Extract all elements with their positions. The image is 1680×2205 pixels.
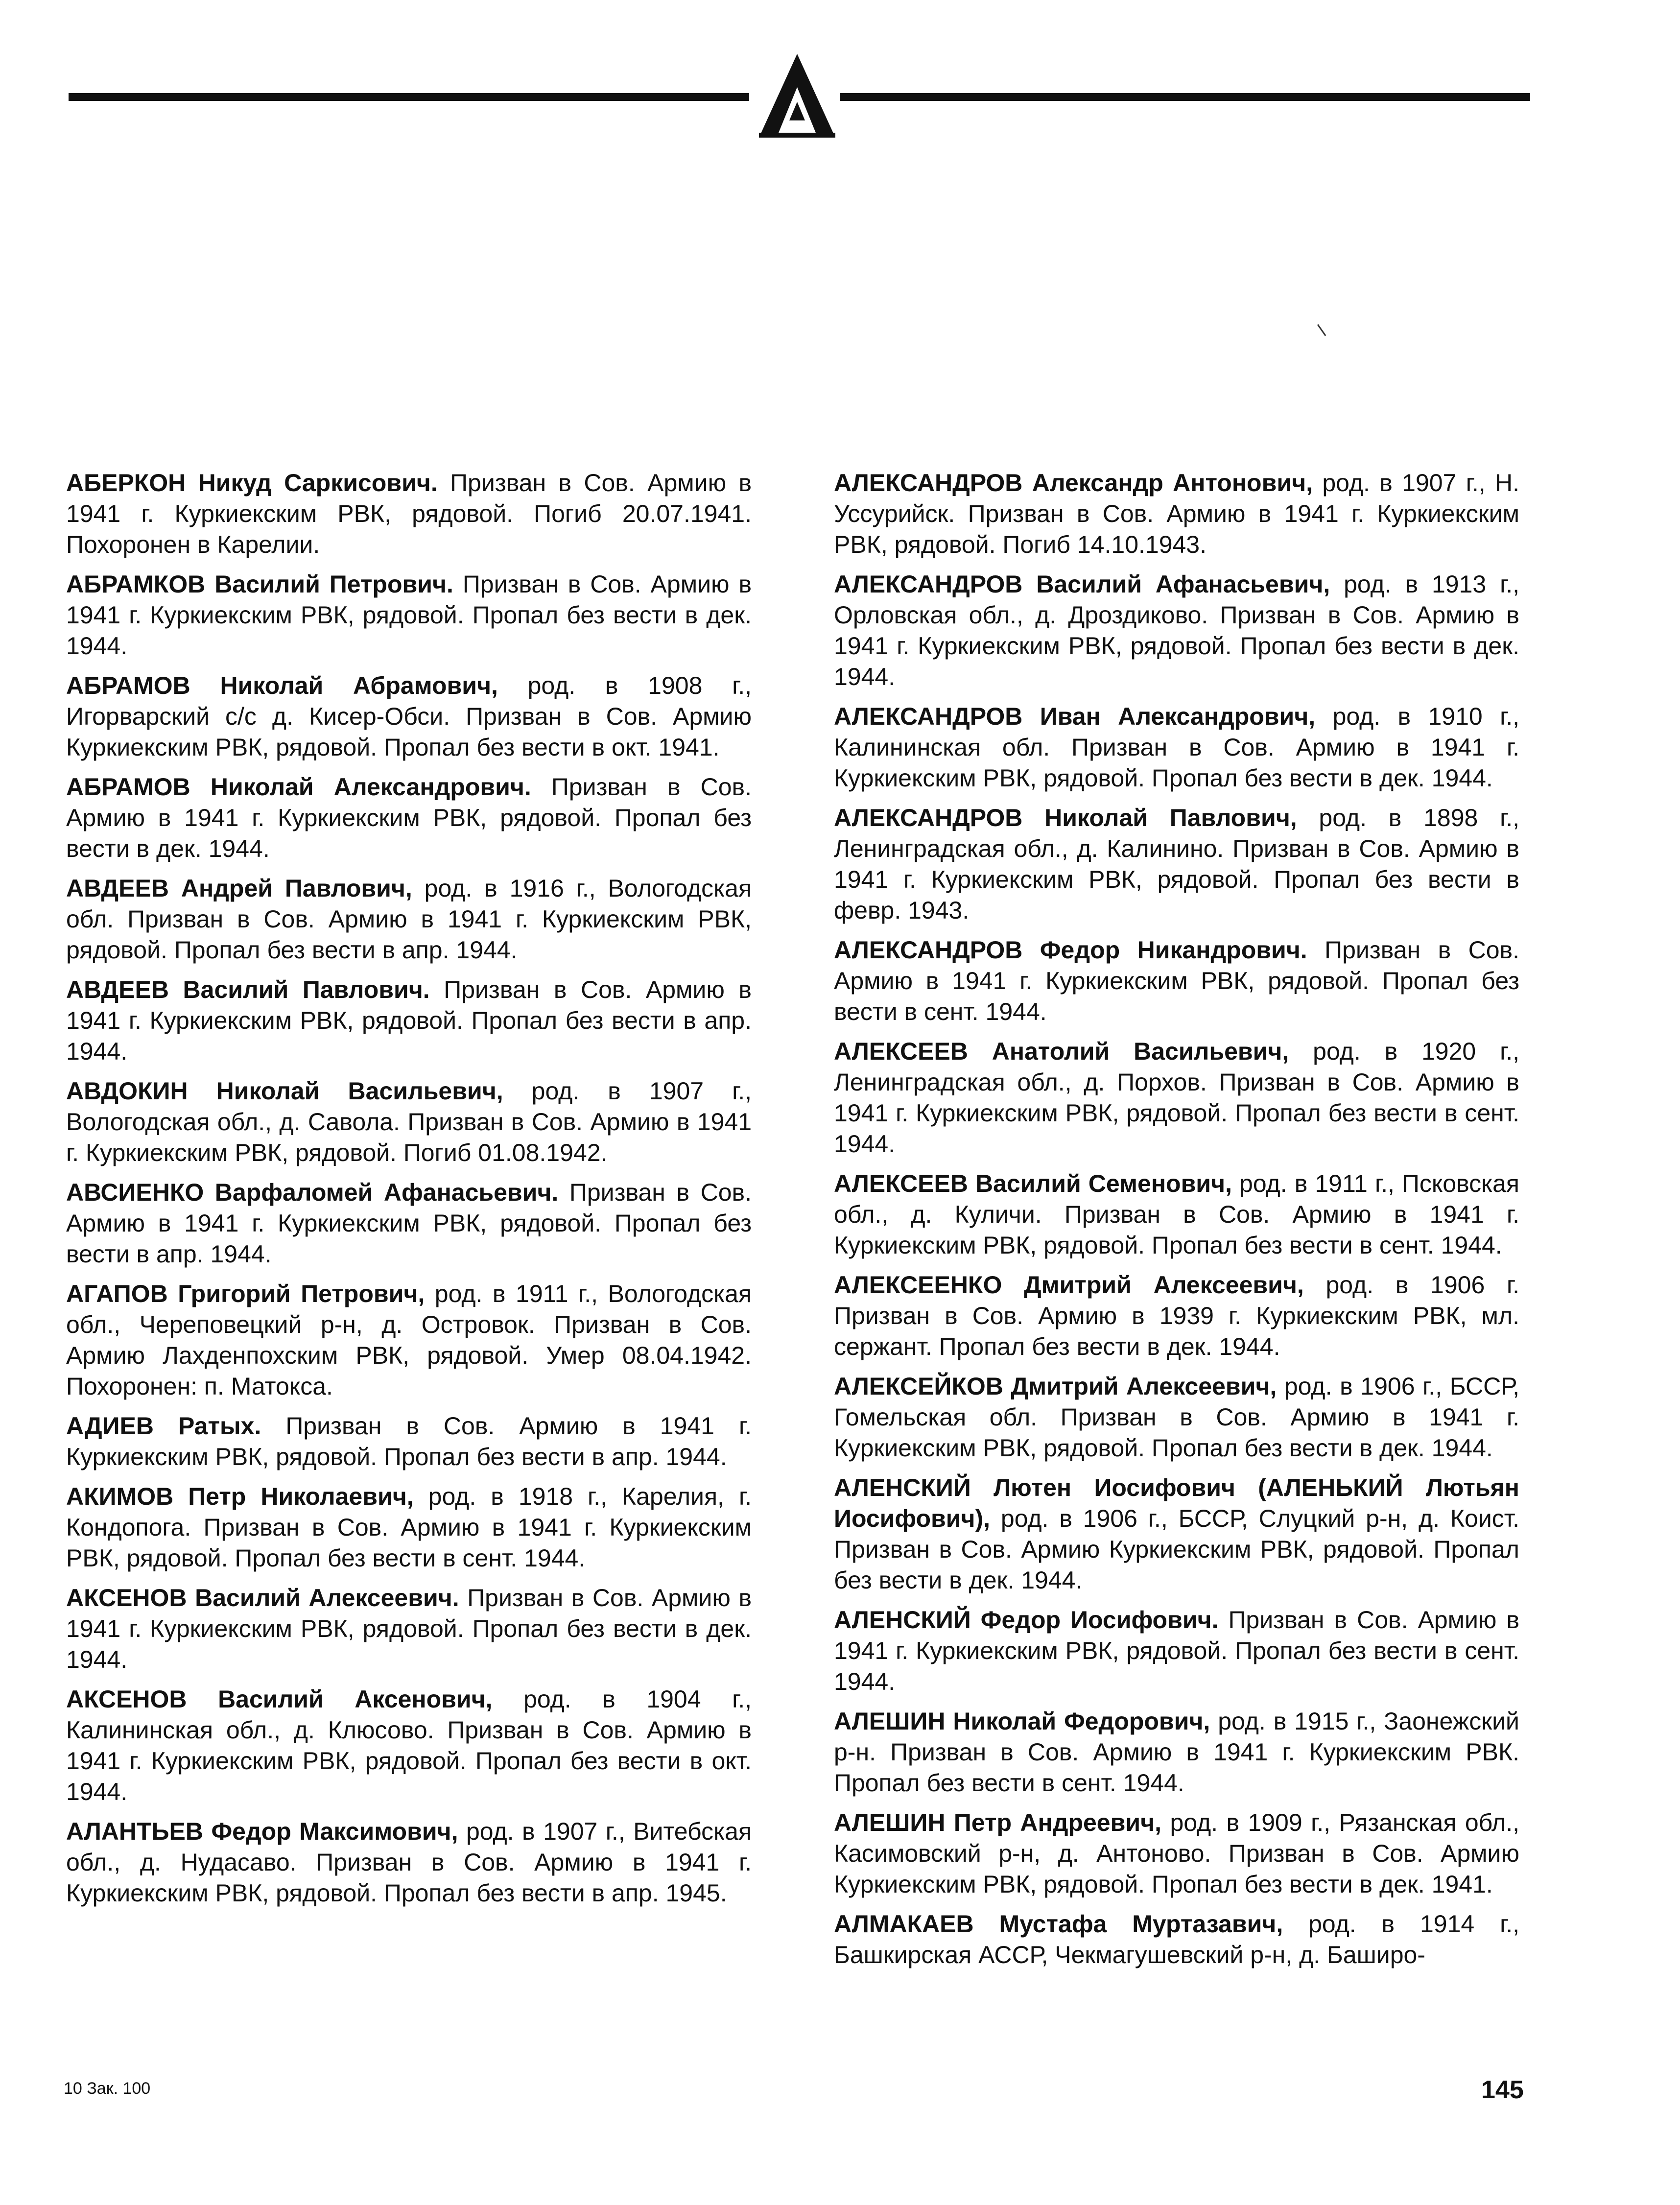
entry [834,803,1519,926]
entry [834,468,1519,560]
entry-text: род. в 1904 г., Калининская обл., д. Клюсово. Призван в Сов. Армию в 1941 г. Куркиекским РВК, рядовой. Пропал без вести в окт. 1944. [66,1685,752,1805]
entry-name: АЛЕКСЕЙКОВ Дмитрий Алексеевич, [834,1373,1277,1400]
entry [66,670,752,763]
entry-name: АБРАМКОВ Василий Петрович. [66,570,453,598]
entry-name: АЛМАКАЕВ Мустафа Муртазавич, [834,1910,1283,1938]
entry [66,468,752,560]
entry [66,1684,752,1807]
entry-name: АБРАМОВ Николай Александрович. [66,773,531,801]
signature-mark: 10 Зак. 100 [64,2079,151,2098]
entry-name: АЛЕКСАНДРОВ Александр Антонович, [834,469,1313,497]
entry-name: АГАПОВ Григорий Петрович, [66,1280,425,1307]
entry [834,1706,1519,1799]
entry [66,569,752,662]
entry-text: род. в 1915 г., Заонежский р-н. Призван в Сов. Армию в 1941 г. Куркиекским РВК. Пропал без вести в сент. 1944. [834,1707,1519,1797]
entry-name: АЛЕКСАНДРОВ Николай Павлович, [834,804,1297,831]
entry-text: Призван в Сов. Армию в 1941 г. Куркиекским РВК, рядовой. Пропал без вести в сент. 1944. [834,1606,1520,1695]
entry-name: АЛЕШИН Николай Федорович, [834,1707,1210,1735]
entry-name: АЛАНТЬЕВ Федор Максимович, [66,1818,458,1845]
entry-name: АВДОКИН Николай Васильевич, [66,1077,503,1105]
entry-name: АЛЕКСАНДРОВ Иван Александрович, [834,703,1316,730]
entry [66,1481,752,1574]
entry-text: род. в 1914 г., Башкирская АССР, Чекмагушевский р-н, д. Баширо- [834,1910,1519,1968]
entry [834,569,1519,692]
entry-name: АЛЕКСАНДРОВ Василий Афанасьевич, [834,570,1330,598]
entry [66,1177,752,1270]
entry-text: род. в 1898 г., Ленинградская обл., д. Калинино. Призван в Сов. Армию в 1941 г. Куркиекским РВК, рядовой. Пропал без вести в февр. 1943. [834,804,1519,924]
entry-name: АЛЕКСЕЕНКО Дмитрий Алексеевич, [834,1271,1304,1299]
entry-text: род. в 1906 г., БССР, Гомельская обл. Призван в Сов. Армию в 1941 г. Куркиекским РВК, рядовой. Пропал без вести в дек. 1944. [834,1373,1519,1462]
entry [834,1036,1519,1160]
entry-name: АВДЕЕВ Андрей Павлович, [66,875,412,902]
entry [834,935,1519,1027]
header-rule-left [69,93,749,101]
entry-text: род. в 1906 г., БССР, Слуцкий р-н, д. Коист. Призван в Сов. Армию Куркиекским РВК, рядовой. Пропал без вести в дек. 1944. [834,1505,1519,1594]
entry-text: Призван в Сов. Армию в 1941 г. Куркиекским РВК, рядовой. Пропал без вести в сент. 1944. [834,936,1519,1025]
entry-name: АВСИЕНКО Варфаломей Афанасьевич. [66,1179,559,1206]
right-column [834,468,1519,1979]
entry [834,1472,1519,1596]
entry-text: Призван в Сов. Армию в 1941 г. Куркиекским РВК, рядовой. Пропал без вести в апр. 1944. [66,1412,752,1470]
entry-name: АЛЕШИН Петр Андреевич, [834,1809,1162,1836]
entry-text: род. в 1910 г., Калининская обл. Призван в Сов. Армию в 1941 г. Куркиекским РВК, рядовой. Пропал без вести в дек. 1944. [834,703,1519,792]
left-column [66,468,752,1918]
stray-print-mark [1317,319,1333,336]
entry [66,772,752,864]
page-number: 145 [1481,2076,1524,2104]
entry-text: Призван в Сов. Армию в 1941 г. Куркиекским РВК, рядовой. Пропал без вести в апр. 1944. [66,976,752,1065]
entry [834,1807,1519,1900]
entry-name: АЛЕНСКИЙ Лютен Иосифович (АЛЕНЬКИЙ Лютьян Иосифович), [834,1474,1519,1532]
entry-text: род. в 1906 г. Призван в Сов. Армию в 1939 г. Куркиекским РВК, мл. сержант. Пропал без вести в дек. 1944. [834,1271,1520,1360]
entry [834,1909,1519,1970]
entry-text: род. в 1907 г., Вологодская обл., д. Савола. Призван в Сов. Армию в 1941 г. Куркиекским РВК, рядовой. Погиб 01.08.1942. [66,1077,752,1166]
entry [66,1583,752,1675]
entry-name: АБРАМОВ Николай Абрамович, [66,672,498,699]
entry [66,1411,752,1472]
entry-text: род. в 1908 г., Игорварский с/с д. Кисер-Обси. Призван в Сов. Армию Куркиекским РВК, рядовой. Пропал без вести в окт. 1941. [66,672,752,761]
entry-text: Призван в Сов. Армию в 1941 г. Куркиекским РВК, рядовой. Погиб 20.07.1941. Похоронен в Карелии. [66,469,752,558]
entry-text: Призван в Сов. Армию в 1941 г. Куркиекским РВК, рядовой. Пропал без вести в дек. 1944. [66,773,752,862]
entry-name: АЛЕНСКИЙ Федор Иосифович. [834,1606,1219,1634]
entry [66,1076,752,1168]
entry [834,1371,1519,1464]
entry-name: АЛЕКСЕЕВ Анатолий Васильевич, [834,1038,1289,1065]
entry-text: род. в 1913 г., Орловская обл., д. Дроздиково. Призван в Сов. Армию в 1941 г. Куркиекским РВК, рядовой. Пропал без вести в дек. 1944. [834,570,1519,690]
entry-text: род. в 1918 г., Карелия, г. Кондопога. Призван в Сов. Армию в 1941 г. Куркиекским РВК, рядовой. Пропал без вести в сент. 1944. [66,1483,752,1572]
entry-text: род. в 1911 г., Вологодская обл., Череповецкий р-н, д. Островок. Призван в Сов. Армию Лахденпохским РВК, рядовой. Умер 08.04.1942. Похоронен: п. Матокса. [66,1280,752,1400]
entry-text: род. в 1907 г., Н. Уссурийск. Призван в Сов. Армию в 1941 г. Куркиекским РВК, рядовой. Погиб 14.10.1943. [834,469,1519,558]
entry-text: род. в 1907 г., Витебская обл., д. Нудасаво. Призван в Сов. Армию в 1941 г. Куркиекским РВК, рядовой. Пропал без вести в апр. 1945. [66,1818,752,1907]
entry-text: род. в 1911 г., Псковская обл., д. Куличи. Призван в Сов. Армию в 1941 г. Куркиекским РВК, рядовой. Пропал без вести в сент. 1944. [834,1170,1519,1259]
entry [66,974,752,1067]
entry [834,1168,1519,1261]
entry-name: АКСЕНОВ Василий Аксенович, [66,1685,493,1713]
entry-text: род. в 1909 г., Рязанская обл., Касимовский р-н, д. Антоново. Призван в Сов. Армию Куркиекским РВК, рядовой. Пропал без вести в дек. 1941. [834,1809,1519,1898]
entry [66,873,752,966]
entry [66,1279,752,1402]
entry-text: род. в 1916 г., Вологодская обл. Призван в Сов. Армию в 1941 г. Куркиекским РВК, рядовой. Пропал без вести в апр. 1944. [66,875,752,964]
entry-name: АЛЕКСАНДРОВ Федор Никандрович. [834,936,1307,964]
section-letter-a-icon [758,53,836,139]
entry-name: АБЕРКОН Никуд Саркисович. [66,469,438,497]
entry [834,1605,1519,1697]
entry [834,701,1519,794]
entry-name: АЛЕКСЕЕВ Василий Семенович, [834,1170,1232,1197]
entry-name: АВДЕЕВ Василий Павлович. [66,976,430,1003]
entry-name: АКСЕНОВ Василий Алексеевич. [66,1584,459,1612]
entry-text: Призван в Сов. Армию в 1941 г. Куркиекским РВК, рядовой. Пропал без вести в дек. 1944. [66,1584,752,1673]
entry-text: род. в 1920 г., Ленинградская обл., д. Порхов. Призван в Сов. Армию в 1941 г. Куркиекским РВК, рядовой. Пропал без вести в сент. 1944. [834,1038,1519,1158]
header-rule-right [840,93,1530,101]
entry-name: АДИЕВ Ратых. [66,1412,261,1440]
entry-text: Призван в Сов. Армию в 1941 г. Куркиекским РВК, рядовой. Пропал без вести в дек. 1944. [66,570,752,660]
entry-name: АКИМОВ Петр Николаевич, [66,1483,414,1510]
entry [66,1816,752,1909]
entry [834,1270,1519,1362]
entry-text: Призван в Сов. Армию в 1941 г. Куркиекским РВК, рядовой. Пропал без вести в апр. 1944. [66,1179,752,1268]
